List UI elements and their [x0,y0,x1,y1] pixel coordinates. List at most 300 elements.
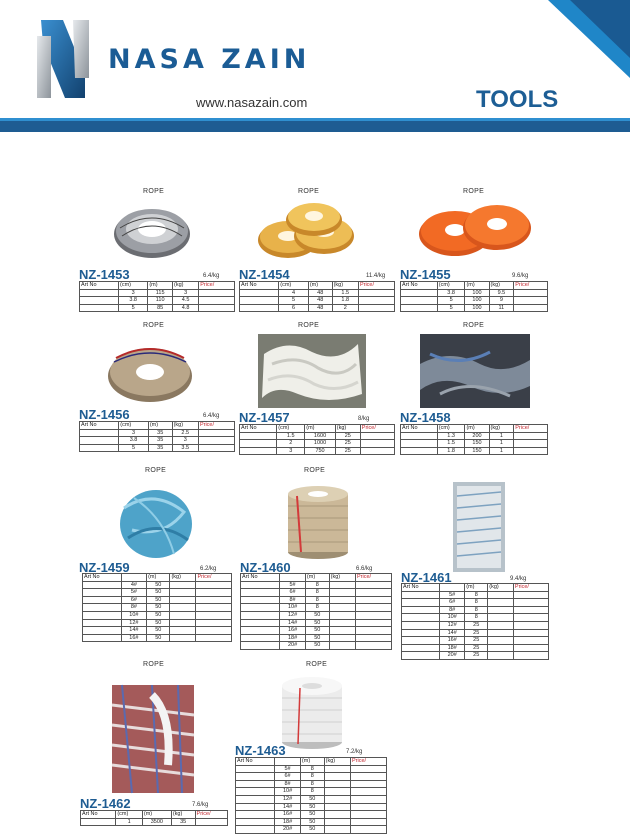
spec-cell: 100 [465,297,489,305]
spec-cell [329,634,355,642]
spec-header-cell [121,574,146,582]
spec-header-cell: (m) [148,282,173,290]
spec-header-cell: (cm) [437,282,465,290]
spec-cell: 2 [277,440,305,448]
spec-cell: 4# [121,581,146,589]
product-label: ROPE [304,467,326,474]
spec-cell: 18# [440,644,465,652]
spec-header-cell: (kg) [335,425,360,433]
spec-cell: 1 [489,447,514,455]
product-weight: 7.2/kg [346,749,363,755]
spec-header-cell: (kg) [170,574,196,582]
spec-header-cell: Price/ [514,282,548,290]
spec-cell: 16# [275,811,301,819]
spec-cell [236,811,275,819]
spec-cell [170,596,196,604]
spec-cell: 10# [121,611,146,619]
spec-cell: 1.8 [332,297,358,305]
spec-cell [329,619,355,627]
spec-row [241,604,392,612]
spec-cell [241,596,280,604]
spec-row [240,440,395,448]
spec-row [240,432,395,440]
spec-cell [514,297,548,305]
spec-cell [329,581,355,589]
spec-cell [401,289,438,297]
spec-header-row [83,574,232,582]
spec-cell [402,629,440,637]
spec-header-cell: Price/ [350,758,386,766]
spec-cell [350,803,386,811]
spec-cell: 48 [308,304,332,312]
spec-cell: 16# [121,634,146,642]
product-weight: 9.6/kg [512,273,529,279]
spec-table [400,424,548,455]
spec-header-cell: (cm) [437,425,465,433]
spec-cell [324,818,350,826]
spec-header-cell: Art No [240,425,277,433]
spec-cell: 35 [148,444,172,452]
spec-cell: 3.8 [118,297,147,305]
spec-cell: 14# [275,803,301,811]
spec-cell: 50 [305,642,329,650]
spec-cell: 50 [147,589,170,597]
header-band-accent [0,118,630,121]
spec-cell [198,444,234,452]
spec-cell [170,581,196,589]
spec-cell: 8# [121,604,146,612]
spec-cell: 12# [440,621,465,629]
product-photo [110,198,194,264]
spec-row [83,627,232,635]
spec-row [83,604,232,612]
spec-header-cell: (cm) [118,282,147,290]
spec-header-cell: Art No [241,574,280,582]
spec-cell [83,611,122,619]
product-code: NZ-1454 [239,267,290,282]
spec-cell: 16# [440,637,465,645]
spec-cell: 50 [300,795,324,803]
spec-table [82,573,232,642]
spec-cell [80,444,119,452]
spec-cell: 5 [437,297,465,305]
spec-cell: 3.5 [172,444,198,452]
spec-cell: 50 [147,634,170,642]
spec-header-row [80,282,235,290]
spec-cell [358,297,394,305]
spec-cell: 5# [121,589,146,597]
spec-cell [199,297,235,305]
spec-header-row [80,422,235,430]
spec-cell: 4.5 [173,297,199,305]
spec-cell [199,304,235,312]
spec-cell [513,644,548,652]
spec-cell [329,589,355,597]
spec-row [80,444,235,452]
spec-row [241,611,392,619]
spec-cell: 1.5 [332,289,358,297]
spec-cell: 1 [489,440,514,448]
spec-cell [350,826,386,834]
spec-cell [241,604,280,612]
spec-cell [196,596,232,604]
spec-cell: 20# [275,826,301,834]
spec-cell [240,289,279,297]
spec-header-cell: Art No [81,811,116,819]
spec-cell: 9 [489,297,514,305]
spec-row [241,589,392,597]
spec-cell [83,581,122,589]
product-photo [112,685,194,793]
spec-header-row [402,584,549,592]
spec-header-cell: (kg) [488,584,514,592]
spec-row [402,629,549,637]
spec-header-row [240,282,395,290]
spec-header-row [236,758,387,766]
spec-cell [196,581,232,589]
spec-table [235,757,387,834]
spec-row [236,773,387,781]
spec-cell [241,634,280,642]
spec-header-cell [275,758,301,766]
spec-header-cell: (cm) [277,425,305,433]
spec-cell [236,818,275,826]
spec-cell [170,619,196,627]
spec-cell [355,589,391,597]
product-photo [114,478,196,564]
spec-cell: 5 [118,304,147,312]
spec-header-cell: Art No [80,422,119,430]
spec-cell [401,447,438,455]
spec-cell: 6# [440,599,465,607]
product-label: ROPE [298,322,320,329]
spec-cell [488,591,514,599]
spec-cell: 9.5 [489,289,514,297]
spec-cell [83,604,122,612]
spec-cell [83,619,122,627]
spec-cell [170,611,196,619]
spec-row [240,447,395,455]
spec-cell: 5 [279,297,309,305]
spec-row [83,581,232,589]
spec-row [402,621,549,629]
spec-header-cell: (m) [147,574,170,582]
spec-cell: 3500 [142,818,171,826]
product-photo [285,482,351,560]
spec-cell [199,289,235,297]
spec-header-row [241,574,392,582]
spec-cell: 3 [173,289,199,297]
website-url[interactable]: www.nasazain.com [196,95,308,110]
spec-cell [358,289,394,297]
spec-cell: 8 [300,788,324,796]
spec-cell: 6# [275,773,301,781]
spec-cell: 25 [465,652,488,660]
spec-cell: 2.5 [172,429,198,437]
spec-cell: 8 [465,614,488,622]
spec-cell: 100 [465,289,489,297]
spec-cell [198,429,234,437]
spec-cell [80,429,119,437]
spec-cell [80,304,119,312]
spec-cell: 11 [489,304,514,312]
product-photo [278,674,346,750]
spec-header-cell: (kg) [332,282,358,290]
spec-cell: 8# [440,606,465,614]
spec-cell [324,788,350,796]
spec-cell: 50 [305,634,329,642]
spec-cell: 25 [465,637,488,645]
spec-header-row [240,425,395,433]
spec-header-cell: (kg) [173,282,199,290]
spec-cell: 3 [119,429,149,437]
spec-cell [488,606,514,614]
product-label: ROPE [145,467,167,474]
spec-cell [514,432,548,440]
product-weight: 7.6/kg [192,802,209,808]
spec-cell [488,629,514,637]
spec-row [80,297,235,305]
spec-row [240,289,395,297]
spec-cell: 1.5 [437,440,465,448]
spec-row [241,619,392,627]
spec-cell [324,811,350,819]
spec-cell [241,611,280,619]
spec-cell: 10# [280,604,306,612]
spec-cell: 3.8 [437,289,465,297]
product-photo [415,198,533,260]
spec-row [236,765,387,773]
spec-cell [324,795,350,803]
spec-cell [402,637,440,645]
spec-cell [236,765,275,773]
spec-cell [401,304,438,312]
product-code: NZ-1456 [79,407,130,422]
spec-cell [236,803,275,811]
product-label: ROPE [298,188,320,195]
spec-cell: 25 [335,440,360,448]
spec-cell: 14# [280,619,306,627]
spec-cell [324,765,350,773]
spec-cell [324,780,350,788]
spec-cell [513,652,548,660]
spec-table [240,573,392,650]
spec-row [240,304,395,312]
product-photo [453,482,505,572]
spec-cell [240,304,279,312]
spec-row [80,304,235,312]
spec-row [402,644,549,652]
spec-row [83,589,232,597]
spec-cell [241,619,280,627]
spec-cell [360,440,394,448]
spec-header-cell: (m) [308,282,332,290]
spec-cell: 1 [116,818,143,826]
spec-cell [81,818,116,826]
spec-row [401,289,548,297]
spec-cell: 25 [465,629,488,637]
product-photo [254,196,358,264]
spec-header-cell: (m) [465,425,489,433]
spec-cell: 2 [332,304,358,312]
spec-cell: 85 [148,304,173,312]
spec-cell [350,811,386,819]
spec-cell: 200 [465,432,489,440]
spec-cell: 50 [147,619,170,627]
spec-row [236,811,387,819]
spec-cell [170,634,196,642]
spec-cell [329,596,355,604]
product-code: NZ-1459 [79,560,130,575]
spec-cell: 1600 [305,432,336,440]
spec-cell [350,765,386,773]
spec-cell [196,604,232,612]
spec-header-cell [280,574,306,582]
product-code: NZ-1453 [79,267,130,282]
spec-cell [355,604,391,612]
spec-row [401,304,548,312]
spec-cell [241,589,280,597]
spec-cell [402,591,440,599]
spec-cell [402,652,440,660]
spec-cell [355,627,391,635]
spec-table [401,583,549,660]
product-weight: 9.4/kg [510,576,527,582]
spec-cell [80,289,119,297]
spec-cell: 35 [148,429,172,437]
spec-table [80,810,228,826]
spec-cell [170,627,196,635]
spec-row [401,447,548,455]
spec-cell: 50 [305,619,329,627]
spec-cell [514,304,548,312]
spec-cell: 8 [465,591,488,599]
spec-cell [355,581,391,589]
spec-cell: 35 [171,818,195,826]
spec-row [236,788,387,796]
spec-header-cell [440,584,465,592]
spec-cell [83,634,122,642]
spec-row [241,642,392,650]
product-label: ROPE [463,322,485,329]
spec-cell [514,440,548,448]
product-photo [420,334,530,408]
spec-cell [402,606,440,614]
spec-header-cell: Price/ [358,282,394,290]
spec-cell: 110 [148,297,173,305]
spec-cell: 1.5 [277,432,305,440]
spec-header-cell: (kg) [172,422,198,430]
spec-header-cell: Price/ [360,425,394,433]
spec-cell [329,627,355,635]
spec-cell [513,621,548,629]
spec-header-cell: (m) [305,425,336,433]
spec-cell: 8 [305,596,329,604]
spec-cell: 25 [465,621,488,629]
spec-cell: 1 [489,432,514,440]
section-title: TOOLS [476,86,559,113]
spec-cell [324,773,350,781]
spec-cell: 6# [280,589,306,597]
spec-row [236,780,387,788]
spec-cell [324,803,350,811]
product-code: NZ-1458 [400,410,451,425]
spec-cell: 150 [465,440,489,448]
spec-cell: 8 [300,773,324,781]
spec-header-row [81,811,228,819]
spec-header-cell: (cm) [119,422,149,430]
spec-cell: 8 [465,606,488,614]
spec-cell: 20# [440,652,465,660]
spec-cell [350,818,386,826]
spec-cell: 115 [148,289,173,297]
spec-cell [350,795,386,803]
spec-header-cell: Price/ [195,811,227,819]
spec-cell: 50 [300,803,324,811]
product-code: NZ-1457 [239,410,290,425]
product-label: ROPE [306,661,328,668]
spec-cell: 4.8 [173,304,199,312]
spec-cell: 3 [277,447,305,455]
spec-cell [240,447,277,455]
spec-cell: 8 [305,589,329,597]
spec-cell [358,304,394,312]
spec-row [401,440,548,448]
spec-cell [402,621,440,629]
spec-cell [196,634,232,642]
spec-cell: 8# [275,780,301,788]
brand-name: NASA ZAIN [108,44,311,75]
spec-row [402,652,549,660]
spec-header-cell: Price/ [198,422,234,430]
spec-cell [488,599,514,607]
spec-cell: 25 [335,447,360,455]
spec-cell [350,788,386,796]
spec-cell [355,619,391,627]
spec-cell [401,432,438,440]
spec-table [239,281,395,312]
spec-row [402,591,549,599]
spec-row [241,596,392,604]
spec-row [83,634,232,642]
spec-cell [513,629,548,637]
spec-row [236,803,387,811]
spec-cell: 14# [121,627,146,635]
spec-cell [513,599,548,607]
spec-cell: 10# [275,788,301,796]
spec-cell [240,432,277,440]
product-weight: 6.4/kg [203,273,220,279]
spec-cell: 25 [465,644,488,652]
spec-header-cell: (cm) [116,811,143,819]
spec-cell: 8# [280,596,306,604]
spec-row [402,637,549,645]
spec-cell [355,611,391,619]
product-weight: 6.2/kg [200,566,217,572]
spec-header-cell: (cm) [279,282,309,290]
spec-cell [240,440,277,448]
spec-cell: 8 [465,599,488,607]
spec-cell [401,297,438,305]
spec-cell [514,447,548,455]
spec-cell: 10# [440,614,465,622]
spec-cell [80,437,119,445]
spec-cell [83,627,122,635]
spec-header-cell: Price/ [196,574,232,582]
spec-cell: 50 [305,627,329,635]
spec-cell [355,596,391,604]
spec-cell [329,642,355,650]
